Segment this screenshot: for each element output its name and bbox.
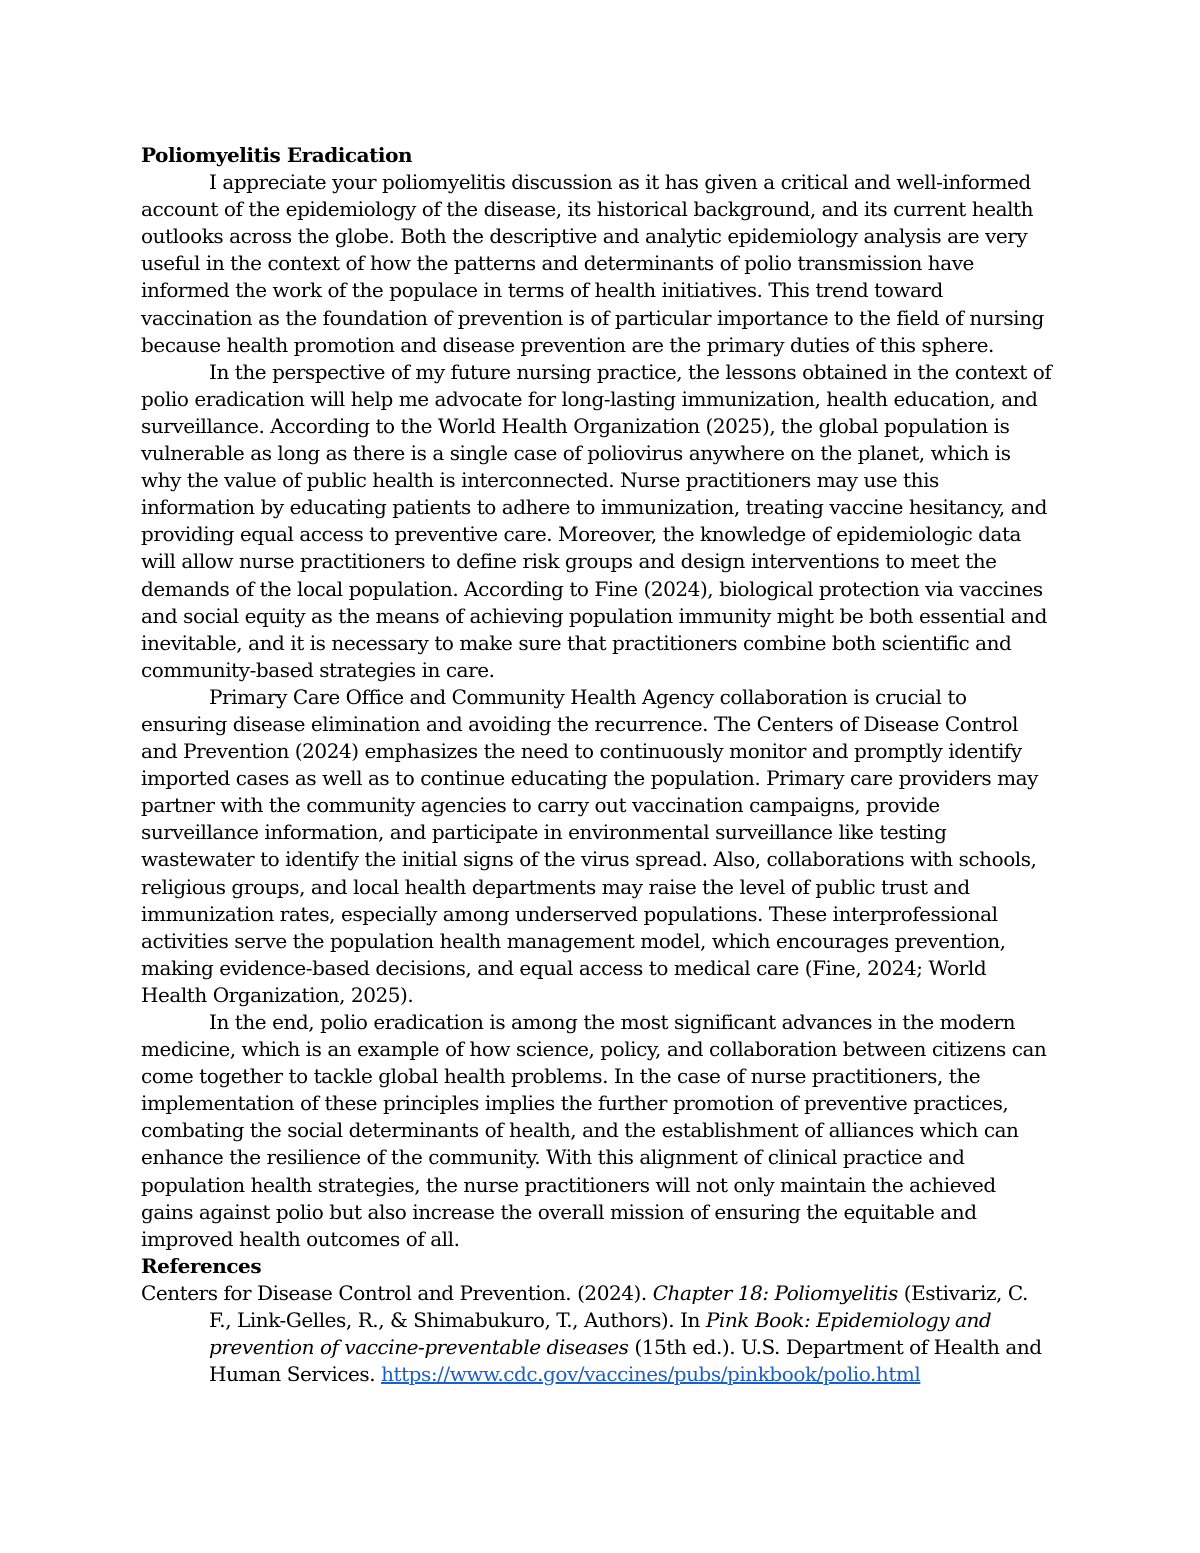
reference-text-2: (Estivariz, C. F., Link-Gelles, R., & Shimabukuro, T., Authors). In <box>209 1280 1028 1333</box>
reference-entry <box>141 1280 1053 1388</box>
reference-text-3: (15th ed.). U.S. Department of Health and Human Services. <box>209 1335 1042 1387</box>
reference-link[interactable]: https://www.cdc.gov/vaccines/pubs/pinkbook/polio.html <box>381 1362 921 1387</box>
paragraph-2: In the perspective of my future nursing practice, the lessons obtained in the context of polio eradication will help me advocate for long-lasting immunization, health education, and surveillance. According to the World Health Organization (2025), the global population is vulnerable as long as there is a single case of poliovirus anywhere on the planet, which is why the value of public health is interconnected. Nurse practitioners may use this information by educating patients to adhere to immunization, treating vaccine hesitancy, and providing equal access to preventive care. Moreover, the knowledge of epidemiologic data will allow nurse practitioners to define risk groups and design interventions to meet the demands of the local population. According to Fine (2024), biological protection via vaccines and social equity as the means of achieving population immunity might be both essential and inevitable, and it is necessary to make sure that practitioners combine both scientific and community-based strategies in care. <box>141 359 1052 682</box>
paragraph-3: Primary Care Office and Community Health Agency collaboration is crucial to ensuring disease elimination and avoiding the recurrence. The Centers of Disease Control and Prevention (2024) emphasizes the need to continuously monitor and promptly identify imported cases as well as to continue educating the population. Primary care providers may partner with the community agencies to carry out vaccination campaigns, provide surveillance information, and participate in environmental surveillance like testing wastewater to identify the initial signs of the virus spread. Also, collaborations with schools, religious groups, and local health departments may raise the level of public trust and immunization rates, especially among underserved populations. These interprofessional activities serve the population health management model, which encourages prevention, making evidence-based decisions, and equal access to medical care (Fine, 2024; World Health Organization, 2025). <box>141 684 1038 1007</box>
reference-chapter-title: Chapter 18: Poliomyelitis <box>652 1280 898 1305</box>
reference-text-1: Centers for Disease Control and Prevention. (2024). <box>141 1280 653 1305</box>
references-heading: References <box>141 1253 262 1278</box>
document-page <box>141 142 1053 1388</box>
paragraph-1: I appreciate your poliomyelitis discussion as it has given a critical and well-informed account of the epidemiology of the disease, its historical background, and its current health outlooks across the globe. Both the descriptive and analytic epidemiology analysis are very useful in the context of how the patterns and determinants of polio transmission have informed the work of the populace in terms of health initiatives. This trend toward vaccination as the foundation of prevention is of particular importance to the field of nursing because health promotion and disease prevention are the primary duties of this sphere. <box>141 170 1044 357</box>
reference-book-title: Pink Book: Epidemiology and prevention of vaccine-preventable diseases <box>209 1308 992 1360</box>
paragraph-4: In the end, polio eradication is among the most significant advances in the modern medicine, which is an example of how science, policy, and collaboration between citizens can come together to tackle global health problems. In the case of nurse practitioners, the implementation of these principles implies the further promotion of preventive practices, combating the social determinants of health, and the establishment of alliances which can enhance the resilience of the community. With this alignment of clinical practice and population health strategies, the nurse practitioners will not only maintain the achieved gains against polio but also increase the overall mission of ensuring the equitable and improved health outcomes of all. <box>141 1010 1047 1251</box>
document-title: Poliomyelitis Eradication <box>141 143 413 167</box>
